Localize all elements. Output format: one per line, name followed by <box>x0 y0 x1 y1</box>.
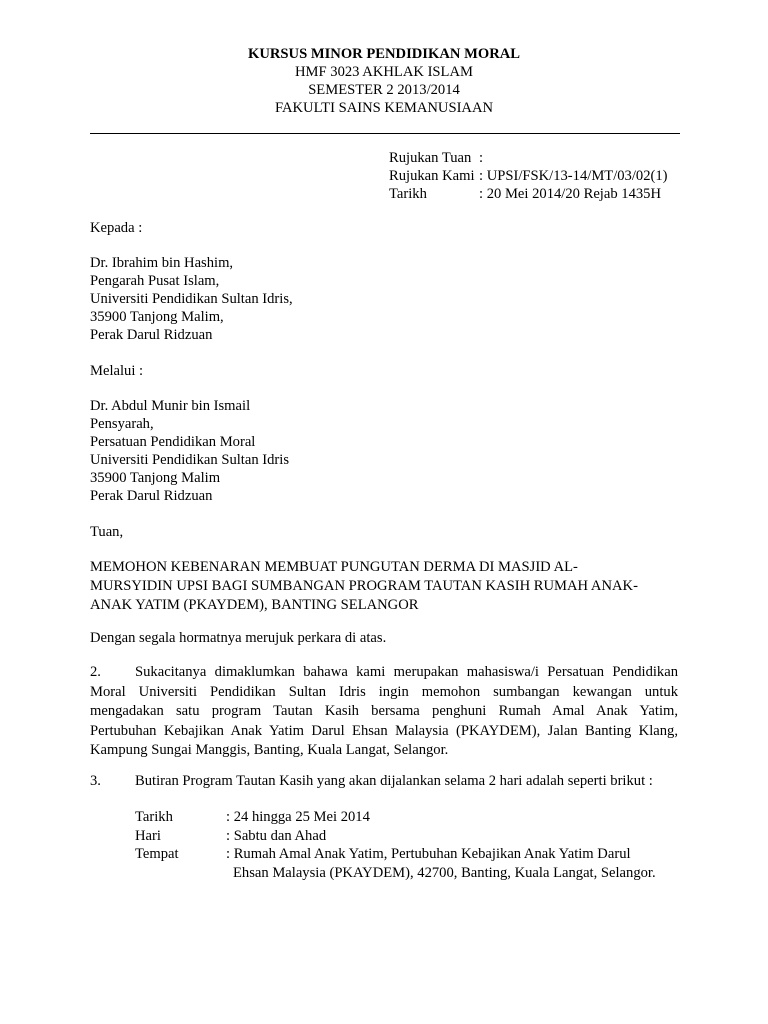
salutation <box>90 523 123 541</box>
recipient-address <box>90 254 293 344</box>
recipient-line: Pengarah Pusat Islam, <box>90 273 220 289</box>
paragraph-line: Kampung Sungai Manggis, Banting, Kuala Langat, Selangor. <box>90 742 449 758</box>
paragraph-number: 2. <box>90 664 101 680</box>
reference-value: : <box>479 150 484 166</box>
header-semester: SEMESTER 2 2013/2014 <box>308 82 460 98</box>
detail-value: : Rumah Amal Anak Yatim, Pertubuhan Kebajikan Anak Yatim Darul <box>226 846 631 862</box>
reference-label: Tarikh <box>389 186 427 202</box>
opening-text: Dengan segala hormatnya merujuk perkara di atas. <box>90 630 387 646</box>
via-line: Pensyarah, <box>90 416 154 432</box>
reference-value: : UPSI/FSK/13-14/MT/03/02(1) <box>479 168 668 184</box>
subject-line: MURSYIDIN UPSI BAGI SUMBANGAN PROGRAM TAUTAN KASIH RUMAH ANAK- <box>90 578 638 594</box>
header-divider <box>90 133 680 134</box>
via-line: Persatuan Pendidikan Moral <box>90 434 256 450</box>
paragraph-line: Pertubuhan Kebajikan Anak Yatim Darul Ehsan Malaysia (PKAYDEM), Jalan Banting Klang, <box>90 722 678 739</box>
reference-row <box>389 185 668 203</box>
kepada-label <box>90 219 142 237</box>
detail-value: : Sabtu dan Ahad <box>226 827 327 844</box>
recipient-line: Perak Darul Ridzuan <box>90 327 213 343</box>
reference-block <box>389 149 668 203</box>
kepada-text: Kepada : <box>90 220 143 236</box>
paragraph-text: Butiran Program Tautan Kasih yang akan dijalankan selama 2 hari adalah seperti brikut : <box>135 773 653 789</box>
detail-row <box>135 808 656 827</box>
reference-value: : 20 Mei 2014/20 Rejab 1435H <box>479 186 662 202</box>
paragraph-line: mengadakan satu program Tautan Kasih bersama penghuni Rumah Amal Anak Yatim, <box>90 703 678 719</box>
detail-row <box>135 845 656 864</box>
reference-row <box>389 149 668 167</box>
detail-label: Tarikh <box>135 809 173 825</box>
via-line: Universiti Pendidikan Sultan Idris <box>90 452 290 468</box>
reference-label: Rujukan Kami <box>389 168 475 184</box>
via-line: 35900 Tanjong Malim <box>90 470 221 486</box>
reference-label: Rujukan Tuan <box>389 150 472 166</box>
detail-row <box>135 827 656 846</box>
paragraph-2 <box>90 663 678 761</box>
melalui-text: Melalui : <box>90 363 144 379</box>
letter-header <box>90 45 678 117</box>
opening-sentence <box>90 629 386 647</box>
program-details <box>135 808 656 882</box>
detail-value: : 24 hingga 25 Mei 2014 <box>226 809 370 825</box>
paragraph-line: Moral Universiti Pendidikan Sultan Idris ingin memohon sumbangan kewangan untuk <box>90 683 678 700</box>
paragraph-number: 3. <box>90 773 101 789</box>
paragraph-line <box>90 663 678 683</box>
recipient-line: Universiti Pendidikan Sultan Idris, <box>90 291 293 307</box>
header-course: HMF 3023 AKHLAK ISLAM <box>295 64 473 80</box>
melalui-label <box>90 362 143 380</box>
header-title: KURSUS MINOR PENDIDIKAN MORAL <box>247 46 521 62</box>
via-line: Dr. Abdul Munir bin Ismail <box>90 398 251 414</box>
letter-subject <box>90 558 680 615</box>
salutation-text: Tuan, <box>90 524 124 540</box>
detail-label: Hari <box>135 827 161 844</box>
recipient-line: Dr. Ibrahim bin Hashim, <box>90 255 234 271</box>
detail-label: Tempat <box>135 846 179 862</box>
paragraph-text: Sukacitanya dimaklumkan bahawa kami merupakan mahasiswa/i Persatuan Pendidikan <box>135 664 678 680</box>
header-faculty: FAKULTI SAINS KEMANUSIAAN <box>274 100 494 116</box>
recipient-line: 35900 Tanjong Malim, <box>90 309 224 325</box>
detail-continuation: Ehsan Malaysia (PKAYDEM), 42700, Banting, Kuala Langat, Selangor. <box>233 864 656 881</box>
reference-row <box>389 167 668 185</box>
via-address <box>90 397 289 505</box>
via-line: Perak Darul Ridzuan <box>90 488 213 504</box>
subject-line: MEMOHON KEBENARAN MEMBUAT PUNGUTAN DERMA DI MASJID AL- <box>90 559 578 575</box>
paragraph-3 <box>90 772 653 790</box>
subject-line: ANAK YATIM (PKAYDEM), BANTING SELANGOR <box>90 597 419 613</box>
